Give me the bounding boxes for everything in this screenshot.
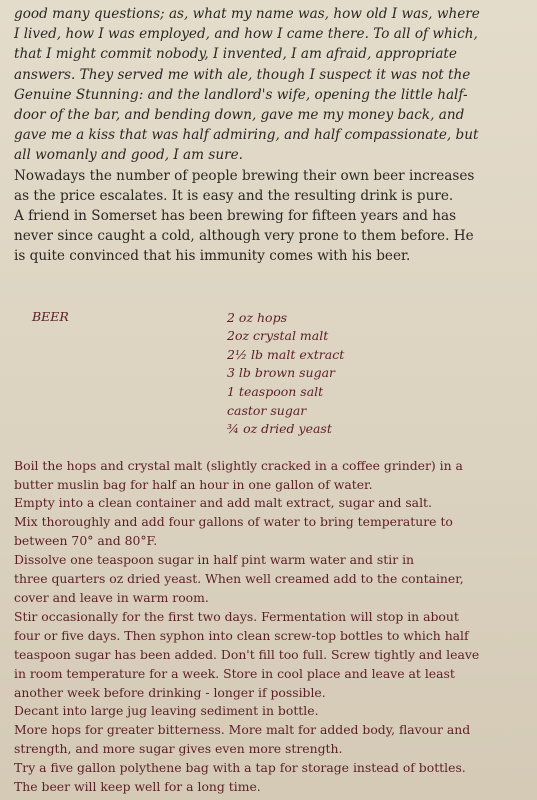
- ingredient-item: 3 lb brown sugar: [227, 365, 336, 381]
- quote-line: good many questions; as, what my name was, how old I was, where: [14, 6, 480, 22]
- quote-line: that I might commit nobody, I invented, I am afraid, appropriate: [14, 46, 457, 63]
- recipe-method: [14, 457, 527, 797]
- body-line: as the price escalates. It is easy and the resulting drink is pure.: [14, 187, 454, 204]
- method-line: another week before drinking - longer if possible.: [14, 684, 326, 700]
- body-line: Nowadays the number of people brewing their own beer increases: [14, 167, 475, 184]
- method-line: Empty into a clean container and add malt extract, sugar and salt.: [14, 495, 432, 511]
- method-line: Mix thoroughly and add four gallons of water to bring temperature to: [14, 514, 453, 530]
- method-line: between 70° and 80°F.: [14, 533, 158, 549]
- intro-quote-paragraph: [14, 4, 527, 166]
- method-line: More hops for greater bitterness. More malt for added body, flavour and: [14, 722, 471, 738]
- body-line: never since caught a cold, although very prone to them before. He: [14, 228, 474, 245]
- ingredient-item: 2oz crystal malt: [227, 328, 329, 344]
- method-line: in room temperature for a week. Store in cool place and leave at least: [14, 665, 455, 681]
- method-line: Stir occasionally for the first two days. Fermentation will stop in about: [14, 608, 459, 624]
- method-line: Dissolve one teaspoon sugar in half pint warm water and stir in: [14, 552, 415, 568]
- method-line: four or five days. Then syphon into clean screw-top bottles to which half: [14, 627, 469, 643]
- method-line: teaspoon sugar has been added. Don't fill too full. Screw tightly and leave: [14, 646, 480, 662]
- method-line: Try a five gallon polythene bag with a tap for storage instead of bottles.: [14, 760, 466, 776]
- method-line: Decant into large jug leaving sediment in bottle.: [14, 703, 319, 719]
- method-line: cover and leave in warm room.: [14, 589, 209, 605]
- method-line: strength, and more sugar gives even more strength.: [14, 741, 343, 757]
- quote-line: gave me a kiss that was half admiring, and half compassionate, but: [14, 127, 479, 144]
- ingredient-item: 1 teaspoon salt: [227, 384, 324, 400]
- ingredient-item: ¾ oz dried yeast: [227, 421, 332, 437]
- ingredient-item: 2 oz hops: [227, 309, 288, 325]
- quote-line: door of the bar, and bending down, gave me my money back, and: [14, 107, 465, 124]
- method-line: butter muslin bag for half an hour in one gallon of water.: [14, 476, 373, 492]
- body-paragraph: [14, 166, 527, 267]
- method-line: Boil the hops and crystal malt (slightly cracked in a coffee grinder) in a: [14, 457, 463, 473]
- body-line: is quite convinced that his immunity comes with his beer.: [14, 248, 411, 265]
- body-line: A friend in Somerset has been brewing for fifteen years and has: [14, 208, 457, 225]
- quote-line: I lived, how I was employed, and how I came there. To all of which,: [14, 26, 478, 43]
- quote-line: Genuine Stunning: and the landlord's wife, opening the little half-: [14, 86, 468, 103]
- method-line: The beer will keep well for a long time.: [14, 779, 261, 795]
- ingredient-item: castor sugar: [227, 402, 307, 418]
- ingredient-item: 2½ lb malt extract: [227, 346, 345, 362]
- recipe-header: [14, 309, 527, 449]
- recipe-title: BEER: [32, 308, 69, 324]
- ingredient-list: [227, 309, 344, 439]
- method-line: three quarters oz dried yeast. When well creamed add to the container,: [14, 571, 464, 587]
- quote-line: all womanly and good, I am sure.: [14, 147, 243, 164]
- quote-line: answers. They served me with ale, though I suspect it was not the: [14, 66, 471, 83]
